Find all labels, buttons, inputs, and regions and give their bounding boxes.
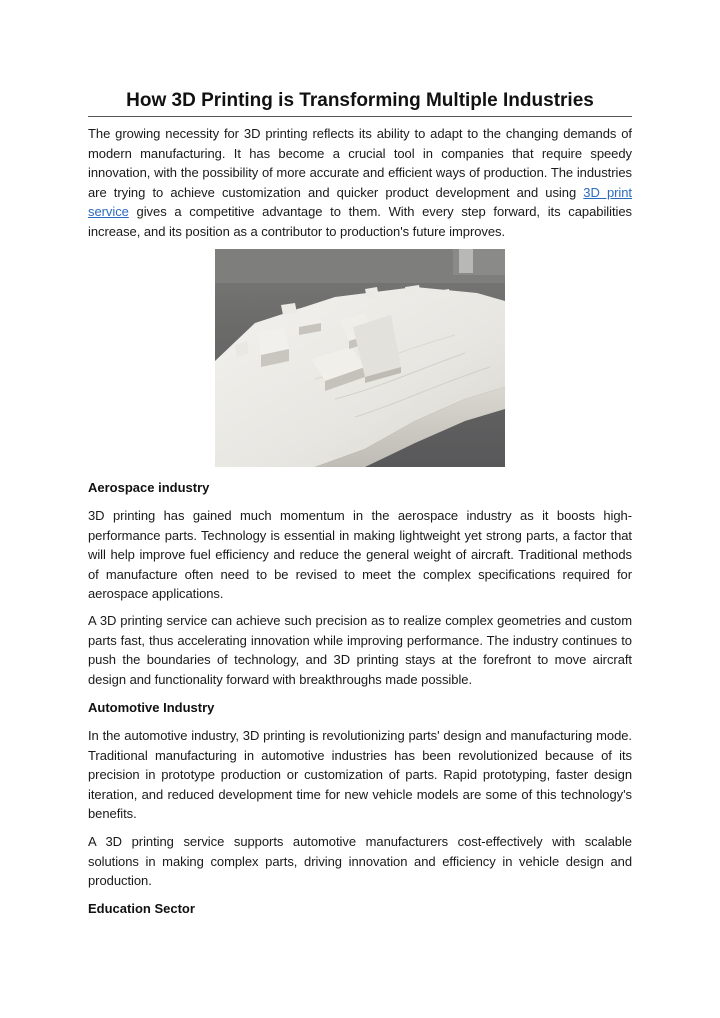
page-title: How 3D Printing is Transforming Multiple Industries: [126, 90, 594, 111]
aerospace-paragraph-2: A 3D printing service can achieve such precision as to realize complex geometries and custom parts fast, thus accelerating innovation while improving performance. The industry continues to push the boundaries of technology, and 3D printing stays at the forefront to move aircraft design and functionality forward with breakthroughs made possible.: [88, 613, 632, 687]
3d-print-service-link[interactable]: 3D print service: [88, 184, 632, 220]
automotive-heading: Automotive Industry: [88, 700, 215, 715]
automotive-paragraph-2: A 3D printing service supports automotive manufacturers cost-effectively with scalable solutions in making complex parts, driving innovation and efficiency in vehicle design and production.: [88, 834, 632, 889]
title-underline: [88, 116, 632, 117]
photo-illustration: [215, 249, 505, 467]
automotive-paragraph-1: In the automotive industry, 3D printing is revolutionizing parts' design and manufacturing mode. Traditional manufacturing in automotive industries has been revolutionized because of its precision in prototype production or customization of parts. Rapid prototyping, faster design iteration, and reduced development time for new vehicle models are some of this technology's benefits.: [88, 728, 632, 822]
intro-paragraph: [88, 124, 632, 242]
intro-text-after-link: gives a competitive advantage to them. With every step forward, its capabilities increase, and its position as a contributor to production's future improves.: [88, 204, 632, 239]
aerospace-paragraph-1: 3D printing has gained much momentum in the aerospace industry as it boosts high-performance parts. Technology is essential in making lightweight yet strong parts, a factor that will help improve fuel efficiency and reduce the general weight of aircraft. Traditional methods of manufacture often need to be revised to meet the complex specifications required for aerospace applications.: [88, 508, 632, 602]
aerospace-heading: Aerospace industry: [88, 480, 210, 495]
education-heading: Education Sector: [88, 901, 195, 916]
3d-printed-model-photo: [215, 249, 505, 467]
intro-text-before-link: The growing necessity for 3D printing reflects its ability to adapt to the changing demands of modern manufacturing. It has become a crucial tool in companies that require speedy innovation, with the possibility of more accurate and efficient ways of production. The industries are trying to achieve customization and quicker product development and using: [88, 126, 632, 200]
